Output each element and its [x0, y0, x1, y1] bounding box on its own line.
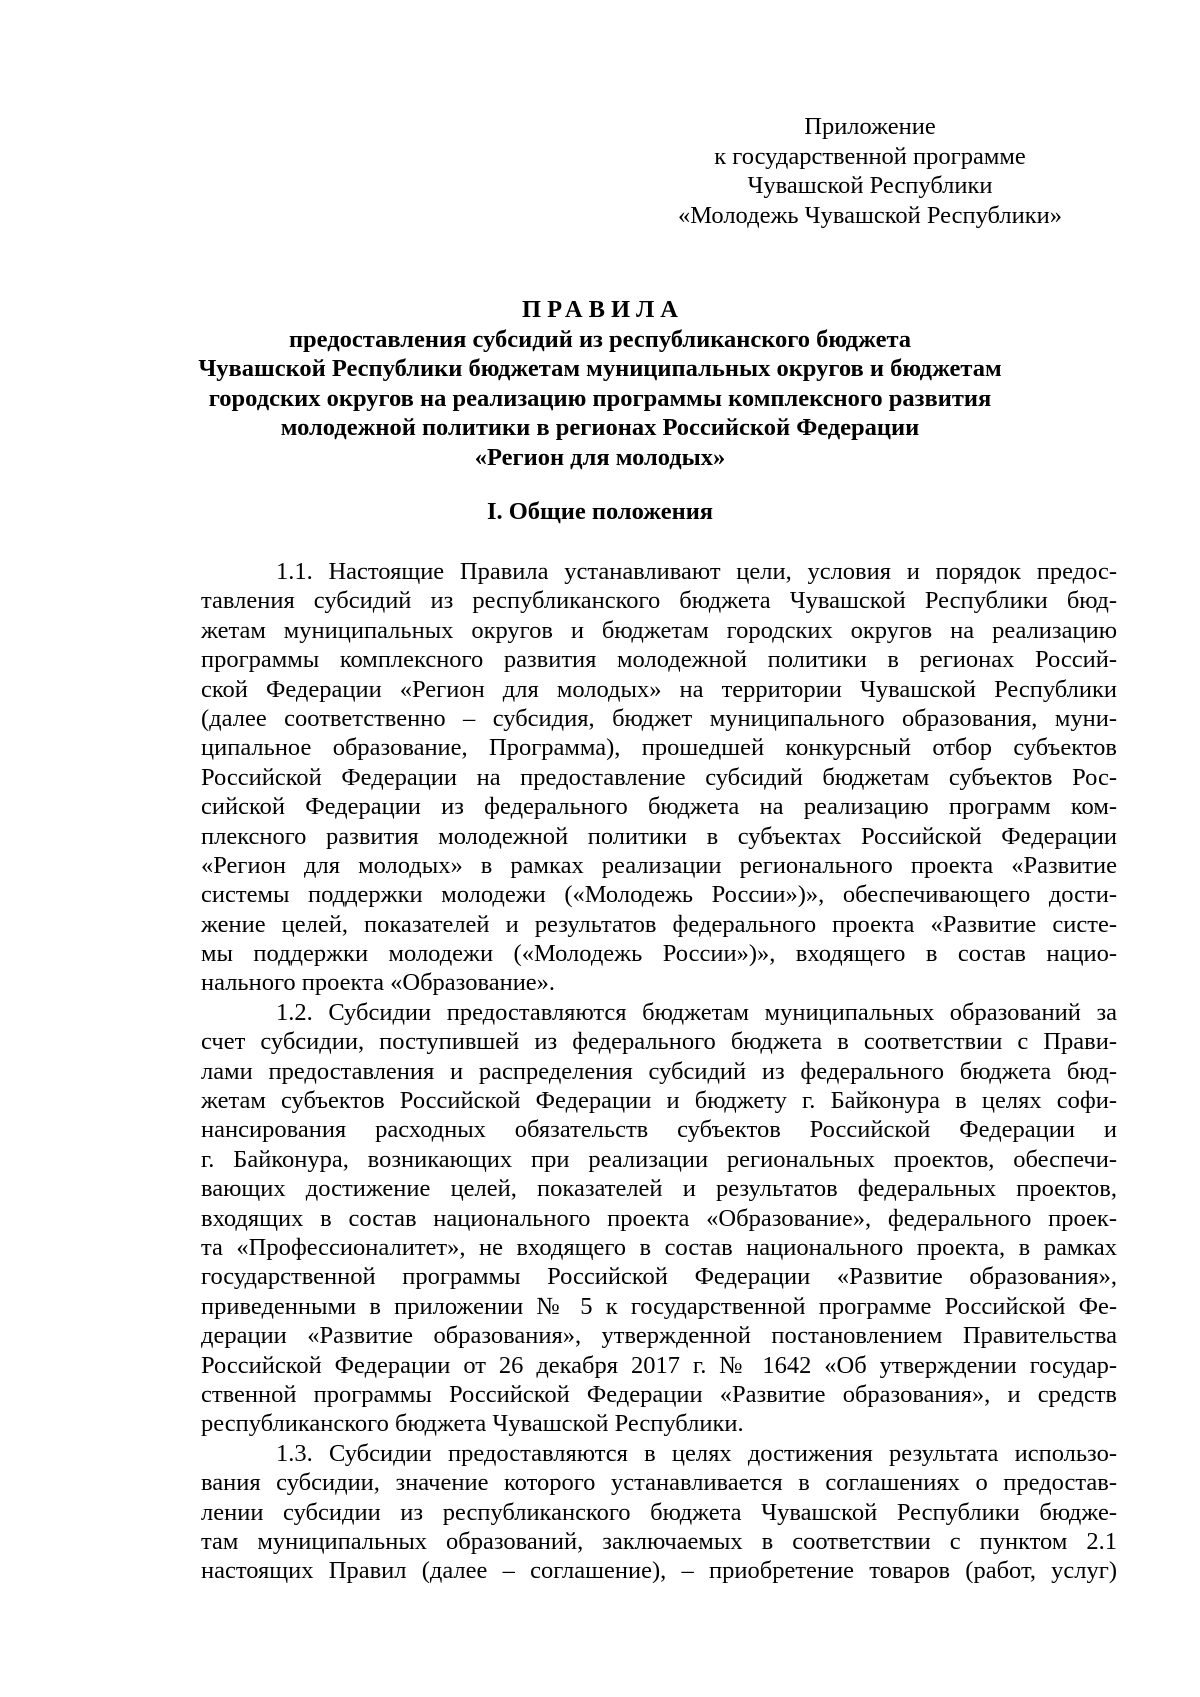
title-subtitle-line: «Регион для молодых» — [474, 443, 726, 471]
paragraph-line: жение целей, показателей и результатов федерального проекта «Развитие систе- — [201, 910, 1117, 938]
paragraph-line: г. Байконура, возникающих при реализации региональных проектов, обеспечи- — [201, 1145, 1117, 1173]
paragraph-line: сийской Федерации из федерального бюджета на реализацию программ ком- — [201, 793, 1117, 821]
appendix-line: Чувашской Республики — [747, 172, 993, 199]
title-subtitle-line: Чувашской Республики бюджетам муниципальных округов и бюджетам — [198, 355, 1002, 382]
paragraph-line: лами предоставления и распределения субсидий из федерального бюджета бюд- — [201, 1057, 1117, 1085]
paragraph-line: Российской Федерации на предоставление субсидий бюджетам субъектов Рос- — [201, 763, 1117, 791]
paragraph-line: программы комплексного развития молодежной политики в регионах Россий- — [201, 646, 1117, 674]
paragraph-line: лении субсидии из республиканского бюджета Чувашской Республики бюдже- — [201, 1498, 1117, 1526]
appendix-line: «Молодежь Чувашской Республики» — [677, 201, 1063, 229]
document-body — [201, 557, 1117, 1586]
paragraph-line: ской Федерации «Регион для молодых» на территории Чувашской Республики — [201, 675, 1117, 703]
paragraph-line: 1.3. Субсидии предоставляются в целях достижения результата использо- — [276, 1439, 1117, 1467]
appendix-line: Приложение — [804, 113, 936, 140]
paragraph-line: 1.2. Субсидии предоставляются бюджетам муниципальных образований за — [276, 998, 1117, 1026]
paragraph-line: государственной программы Российской Федерации «Развитие образования», — [201, 1263, 1117, 1291]
paragraph-line: ственной программы Российской Федерации «Развитие образования», и средств — [201, 1380, 1117, 1408]
paragraph-line: «Регион для молодых» в рамках реализации регионального проекта «Развитие — [201, 851, 1117, 879]
document-title: ПРАВИЛА — [522, 296, 684, 323]
paragraph-line: там муниципальных образований, заключаемых в соответствии с пунктом 2.1 — [201, 1527, 1117, 1555]
paragraph-line: ципальное образование, Программа), прошедшей конкурсный отбор субъектов — [201, 734, 1117, 762]
paragraph-line: 1.1. Настоящие Правила устанавливают цели, условия и порядок предос- — [276, 558, 1117, 585]
title-subtitle-line: предоставления субсидий из республиканского бюджета — [288, 325, 912, 353]
paragraph-line: вания субсидии, значение которого устанавливается в соглашениях о предостав- — [201, 1469, 1117, 1497]
paragraph-line: (далее соответственно – субсидия, бюджет муниципального образования, муни- — [201, 704, 1117, 732]
paragraph-line: приведенными в приложении № 5 к государственной программе Российской Фе- — [201, 1292, 1117, 1320]
appendix-header — [660, 112, 1080, 230]
document-title-block — [160, 295, 1040, 472]
appendix-line: к государственной программе — [714, 142, 1026, 170]
paragraph-line: нансирования расходных обязательств субъектов Российской Федерации и — [201, 1116, 1117, 1144]
paragraph-line: настоящих Правил (далее – соглашение), – приобретение товаров (работ, услуг) — [201, 1557, 1117, 1585]
paragraph-line: Российской Федерации от 26 декабря 2017 г. № 1642 «Об утверждении государ- — [201, 1351, 1117, 1379]
paragraph-line: жетам муниципальных округов и бюджетам городских округов на реализацию — [201, 616, 1117, 644]
paragraph-line: нального проекта «Образование». — [201, 969, 556, 997]
section-heading: I. Общие положения — [486, 498, 714, 525]
title-subtitle-line: молодежной политики в регионах Российской Федерации — [280, 414, 920, 441]
paragraph-line: счет субсидии, поступившей из федерального бюджета в соответствии с Прави- — [201, 1028, 1117, 1056]
paragraph-line: та «Профессионалитет», не входящего в состав национального проекта, в рамках — [201, 1233, 1117, 1261]
paragraph-line: системы поддержки молодежи («Молодежь России»)», обеспечивающего дости- — [201, 881, 1117, 909]
paragraph-line: вающих достижение целей, показателей и результатов федеральных проектов, — [201, 1175, 1117, 1203]
paragraph-line: плексного развития молодежной политики в субъектах Российской Федерации — [201, 822, 1117, 850]
paragraph-line: входящих в состав национального проекта «Образование», федерального проек- — [201, 1204, 1117, 1232]
paragraph-line: тавления субсидий из республиканского бюджета Чувашской Республики бюд- — [201, 587, 1117, 615]
paragraph-line: мы поддержки молодежи («Молодежь России»)», входящего в состав нацио- — [201, 940, 1117, 968]
paragraph-line: республиканского бюджета Чувашской Республики. — [201, 1410, 744, 1438]
title-subtitle-line: городских округов на реализацию программы комплексного развития — [208, 384, 992, 412]
paragraph-line: жетам субъектов Российской Федерации и бюджету г. Байконура в целях софи- — [201, 1087, 1117, 1115]
paragraph-line: дерации «Развитие образования», утвержденной постановлением Правительства — [201, 1322, 1117, 1350]
